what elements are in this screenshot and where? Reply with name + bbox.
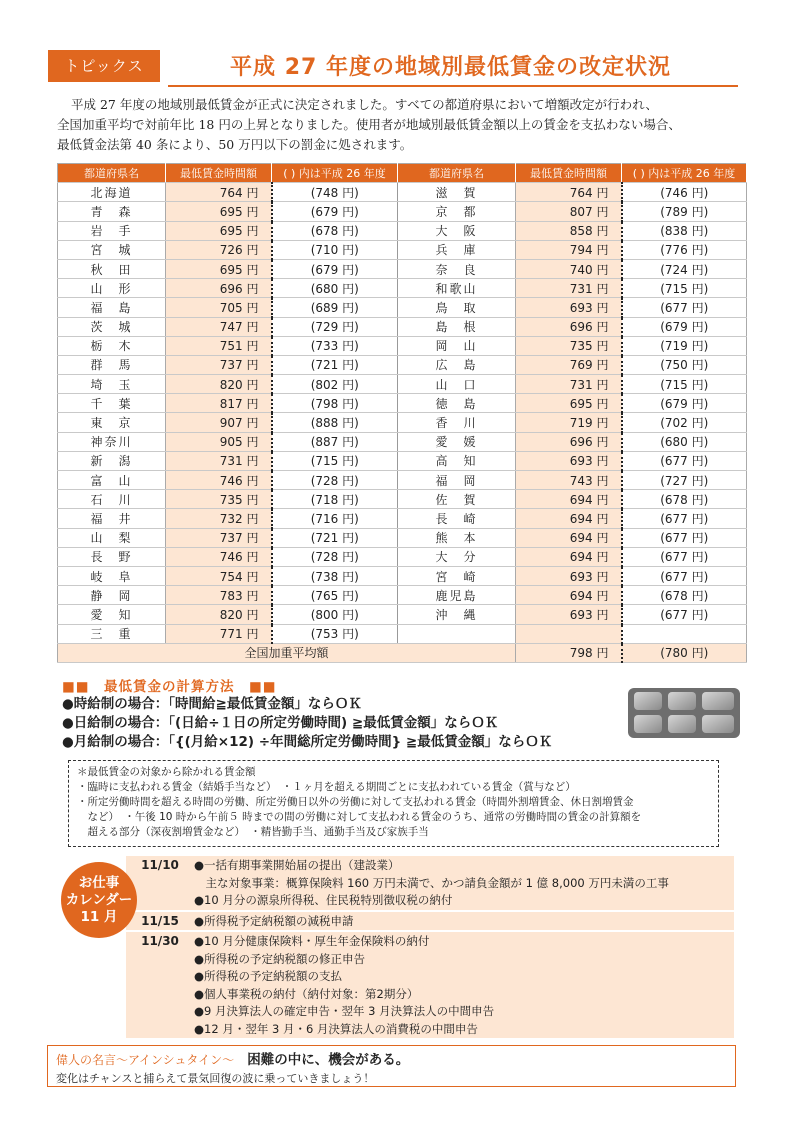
prefecture-cell: 秋 田 [58, 259, 166, 278]
prefecture-cell: 京 都 [398, 202, 516, 221]
prev-wage-cell: (800 円) [272, 605, 398, 624]
table-row [58, 547, 747, 566]
table-row [58, 259, 747, 278]
prev-wage-cell: (728 円) [272, 547, 398, 566]
wage-cell: 732 円 [166, 509, 272, 528]
wage-cell: 693 円 [516, 566, 622, 585]
title-underline [168, 85, 738, 87]
prefecture-cell: 福 島 [58, 298, 166, 317]
prev-wage-cell: (721 円) [272, 355, 398, 374]
wage-cell: 905 円 [166, 432, 272, 451]
quote-box [47, 1045, 736, 1087]
prev-wage-cell: (679 円) [272, 259, 398, 278]
prev-wage-cell: (802 円) [272, 375, 398, 394]
note-line: ＊最低賃金の対象から除かれる賃金額 [77, 766, 256, 778]
prefecture-cell: 富 山 [58, 471, 166, 490]
table-row [58, 413, 747, 432]
wage-cell: 858 円 [516, 221, 622, 240]
note-line: など） ・午後 10 時から午前５ 時までの間の労働に対して支払われる賃金のうち、通常の労働時間の賃金の計算額を [77, 811, 642, 823]
wage-cell: 907 円 [166, 413, 272, 432]
table-row [58, 624, 747, 643]
prev-wage-cell: (677 円) [622, 605, 747, 624]
wage-cell: 751 円 [166, 336, 272, 355]
table-row [58, 317, 747, 336]
calendar-badge-line: お仕事 [78, 874, 120, 891]
prefecture-cell: 宮 城 [58, 240, 166, 259]
wage-cell: 694 円 [516, 509, 622, 528]
prev-wage-cell: (719 円) [622, 336, 747, 355]
wage-cell: 726 円 [166, 240, 272, 259]
calendar-badge-line: カレンダー [65, 891, 133, 908]
prev-wage-cell: (776 円) [622, 240, 747, 259]
prefecture-cell: 埼 玉 [58, 375, 166, 394]
calendar-items [194, 912, 734, 931]
wage-cell: 696 円 [516, 432, 622, 451]
prev-wage-cell: (677 円) [622, 509, 747, 528]
prefecture-cell: 東 京 [58, 413, 166, 432]
col-header: 最低賃金時間額 [516, 164, 622, 183]
prefecture-cell: 山 梨 [58, 528, 166, 547]
wage-cell [516, 624, 622, 643]
table-row [58, 566, 747, 585]
quote-subtext: 変化はチャンスと捕らえて景気回復の波に乗っていきましょう！ [56, 1072, 375, 1085]
page-title: 平成 27 年度の地域別最低賃金の改定状況 [230, 55, 671, 80]
table-row [58, 605, 747, 624]
prefecture-cell: 神奈川 [58, 432, 166, 451]
prefecture-cell: 新 潟 [58, 451, 166, 470]
calendar-badge [61, 862, 137, 938]
prefecture-cell: 高 知 [398, 451, 516, 470]
calc-method-list [62, 695, 552, 752]
prefecture-cell: 山 形 [58, 279, 166, 298]
calendar-date: 11/30 [141, 934, 179, 948]
prefecture-cell: 奈 良 [398, 259, 516, 278]
wage-cell: 771 円 [166, 624, 272, 643]
prefecture-cell: 佐 賀 [398, 490, 516, 509]
wage-cell: 820 円 [166, 605, 272, 624]
calculator-keypad-image [628, 688, 740, 738]
wage-cell: 695 円 [166, 202, 272, 221]
table-row [58, 279, 747, 298]
table-row [58, 221, 747, 240]
calendar-item: ●所得税予定納税額の減税申請 [194, 913, 354, 928]
prefecture-cell: 茨 城 [58, 317, 166, 336]
wage-cell: 743 円 [516, 471, 622, 490]
work-calendar [126, 856, 734, 1040]
col-header: ( ) 内は平成 26 年度 [272, 164, 398, 183]
average-wage: 798 円 [516, 643, 622, 662]
wage-cell: 731 円 [166, 451, 272, 470]
prefecture-cell: 岩 手 [58, 221, 166, 240]
prefecture-cell: 岐 阜 [58, 566, 166, 585]
average-label: 全国加重平均額 [58, 643, 516, 662]
prev-wage-cell: (677 円) [622, 547, 747, 566]
prev-wage-cell: (750 円) [622, 355, 747, 374]
prev-wage-cell: (689 円) [272, 298, 398, 317]
note-line: ・臨時に支払われる賃金（結婚手当など） ・１ヶ月を超える期間ごとに支払われている賃金（賞与など） [77, 781, 576, 793]
prefecture-cell: 静 岡 [58, 586, 166, 605]
wage-cell: 694 円 [516, 528, 622, 547]
table-row [58, 355, 747, 374]
calendar-item: ●個人事業税の納付（納付対象：第2期分） [194, 986, 419, 1001]
table-row [58, 298, 747, 317]
prev-wage-cell: (702 円) [622, 413, 747, 432]
wage-cell: 794 円 [516, 240, 622, 259]
prev-wage-cell: (715 円) [622, 375, 747, 394]
wage-cell: 694 円 [516, 547, 622, 566]
table-row [58, 183, 747, 202]
prefecture-cell: 鳥 取 [398, 298, 516, 317]
prev-wage-cell: (746 円) [622, 183, 747, 202]
col-header: 最低賃金時間額 [166, 164, 272, 183]
prev-wage-cell: (798 円) [272, 394, 398, 413]
prev-wage-cell: (679 円) [622, 317, 747, 336]
table-row [58, 528, 747, 547]
wage-cell: 695 円 [166, 221, 272, 240]
prefecture-cell: 愛 知 [58, 605, 166, 624]
prev-wage-cell: (677 円) [622, 528, 747, 547]
prev-wage-cell: (680 円) [622, 432, 747, 451]
prefecture-cell: 和歌山 [398, 279, 516, 298]
calc-heading: ■■ 最低賃金の計算方法 ■■ [62, 679, 277, 695]
calc-line: ●日給制の場合：「(日給÷１日の所定労働時間) ≧最低賃金額」ならＯＫ [62, 715, 499, 731]
intro-text [57, 95, 757, 155]
prev-wage-cell: (710 円) [272, 240, 398, 259]
prev-wage-cell: (677 円) [622, 451, 747, 470]
prev-wage-cell: (887 円) [272, 432, 398, 451]
prefecture-cell: 香 川 [398, 413, 516, 432]
note-line: ・所定労働時間を超える時間の労働、所定労働日以外の労働に対して支払われる賃金（時間外割増賃金、休日割増賃金 [77, 796, 634, 808]
minimum-wage-table [57, 163, 747, 663]
prefecture-cell: 熊 本 [398, 528, 516, 547]
prev-wage-cell: (716 円) [272, 509, 398, 528]
table-row [58, 586, 747, 605]
prev-wage-cell: (678 円) [622, 490, 747, 509]
calendar-items [194, 856, 734, 910]
prefecture-cell: 滋 賀 [398, 183, 516, 202]
quote-text: 困難の中に、機会がある。 [247, 1052, 410, 1068]
wage-cell: 764 円 [166, 183, 272, 202]
prev-wage-cell: (728 円) [272, 471, 398, 490]
average-row [58, 643, 747, 662]
prev-wage-cell: (753 円) [272, 624, 398, 643]
wage-cell: 747 円 [166, 317, 272, 336]
prefecture-cell: 北海道 [58, 183, 166, 202]
wage-cell: 694 円 [516, 586, 622, 605]
table-row [58, 432, 747, 451]
calendar-item: 主な対象事業：概算保険料 160 万円未満で、かつ請負金額が 1 億 8,000 万円未満の工事 [194, 875, 669, 890]
table-row [58, 509, 747, 528]
wage-cell: 764 円 [516, 183, 622, 202]
wage-cell: 746 円 [166, 547, 272, 566]
calendar-entry [126, 912, 734, 933]
wage-cell: 693 円 [516, 298, 622, 317]
calendar-item: ●所得税の予定納税額の修正申告 [194, 951, 366, 966]
calendar-entry [126, 856, 734, 912]
prefecture-cell: 沖 縄 [398, 605, 516, 624]
wage-cell: 693 円 [516, 451, 622, 470]
wage-cell: 693 円 [516, 605, 622, 624]
calendar-item: ●10 月分健康保険料・厚生年金保険料の納付 [194, 934, 430, 948]
prev-wage-cell [622, 624, 747, 643]
wage-cell: 696 円 [166, 279, 272, 298]
prefecture-cell: 広 島 [398, 355, 516, 374]
calendar-item: ●9 月決算法人の確定申告・翌年 3 月決算法人の中間申告 [194, 1004, 495, 1018]
intro-line: 最低賃金法第 40 条により、50 万円以下の罰金に処されます。 [57, 137, 413, 152]
prev-wage-cell: (718 円) [272, 490, 398, 509]
prev-wage-cell: (789 円) [622, 202, 747, 221]
prev-wage-cell: (715 円) [622, 279, 747, 298]
table-row [58, 451, 747, 470]
prev-wage-cell: (738 円) [272, 566, 398, 585]
prefecture-cell: 三 重 [58, 624, 166, 643]
intro-line: 平成 27 年度の地域別最低賃金が正式に決定されました。すべての都道府県において増額改定が行われ、 [71, 97, 658, 112]
prev-wage-cell: (678 円) [622, 586, 747, 605]
calc-line: ●時給制の場合：「時間給≧最低賃金額」ならＯＫ [62, 696, 362, 712]
prefecture-cell: 徳 島 [398, 394, 516, 413]
table-row [58, 471, 747, 490]
wage-cell: 694 円 [516, 490, 622, 509]
prev-wage-cell: (888 円) [272, 413, 398, 432]
calendar-item: ●10 月分の源泉所得税、住民税特別徴収税の納付 [194, 893, 453, 907]
prefecture-cell: 岡 山 [398, 336, 516, 355]
prev-wage-cell: (677 円) [622, 566, 747, 585]
calendar-item: ●12 月・翌年 3 月・6 月決算法人の消費税の中間申告 [194, 1021, 478, 1036]
wage-cell: 737 円 [166, 355, 272, 374]
wage-cell: 719 円 [516, 413, 622, 432]
prefecture-cell: 愛 媛 [398, 432, 516, 451]
calendar-badge-line: 11 月 [80, 908, 118, 925]
wage-cell: 731 円 [516, 375, 622, 394]
topic-badge: トピックス [48, 50, 160, 82]
wage-cell: 820 円 [166, 375, 272, 394]
col-header: 都道府県名 [58, 164, 166, 183]
col-header: 都道府県名 [398, 164, 516, 183]
prev-wage-cell: (678 円) [272, 221, 398, 240]
wage-cell: 731 円 [516, 279, 622, 298]
calendar-item: ●一括有期事業開始届の提出（建設業） [194, 858, 400, 872]
wage-cell: 783 円 [166, 586, 272, 605]
excluded-wages-note [68, 760, 719, 847]
table-row [58, 490, 747, 509]
calc-line: ●月給制の場合：「{(月給×12) ÷年間総所定労働時間} ≧最低賃金額」ならＯＫ [62, 734, 553, 750]
table-row [58, 240, 747, 259]
prev-wage-cell: (748 円) [272, 183, 398, 202]
prefecture-cell: 千 葉 [58, 394, 166, 413]
prev-wage-cell: (680 円) [272, 279, 398, 298]
wage-cell: 695 円 [516, 394, 622, 413]
wage-cell: 807 円 [516, 202, 622, 221]
prefecture-cell [398, 624, 516, 643]
wage-cell: 746 円 [166, 471, 272, 490]
prev-wage-cell: (727 円) [622, 471, 747, 490]
prev-wage-cell: (721 円) [272, 528, 398, 547]
quote-label: 偉人の名言～アインシュタイン～ [56, 1053, 235, 1067]
note-line: 超える部分（深夜割増賃金など） ・精皆勤手当、通勤手当及び家族手当 [77, 826, 429, 838]
prev-wage-cell: (677 円) [622, 298, 747, 317]
prev-wage-cell: (679 円) [622, 394, 747, 413]
prev-wage-cell: (679 円) [272, 202, 398, 221]
prefecture-cell: 兵 庫 [398, 240, 516, 259]
table-body [58, 183, 747, 663]
calendar-entry [126, 932, 734, 1040]
prefecture-cell: 山 口 [398, 375, 516, 394]
wage-cell: 735 円 [166, 490, 272, 509]
table-header-row [58, 164, 747, 183]
prefecture-cell: 大 分 [398, 547, 516, 566]
wage-cell: 735 円 [516, 336, 622, 355]
prev-wage-cell: (724 円) [622, 259, 747, 278]
wage-cell: 705 円 [166, 298, 272, 317]
prev-wage-cell: (765 円) [272, 586, 398, 605]
prefecture-cell: 長 野 [58, 547, 166, 566]
table-row [58, 394, 747, 413]
wage-cell: 696 円 [516, 317, 622, 336]
prev-wage-cell: (838 円) [622, 221, 747, 240]
calendar-date: 11/15 [141, 913, 179, 928]
prefecture-cell: 栃 木 [58, 336, 166, 355]
wage-cell: 754 円 [166, 566, 272, 585]
table-row [58, 375, 747, 394]
prefecture-cell: 青 森 [58, 202, 166, 221]
prev-wage-cell: (715 円) [272, 451, 398, 470]
prefecture-cell: 福 岡 [398, 471, 516, 490]
prefecture-cell: 長 崎 [398, 509, 516, 528]
prefecture-cell: 石 川 [58, 490, 166, 509]
prev-wage-cell: (733 円) [272, 336, 398, 355]
col-header: ( ) 内は平成 26 年度 [622, 164, 747, 183]
table-row [58, 336, 747, 355]
prev-wage-cell: (729 円) [272, 317, 398, 336]
intro-line: 全国加重平均で対前年比 18 円の上昇となりました。使用者が地域別最低賃金額以上の賃金を支払わない場合、 [57, 117, 681, 132]
calendar-items [194, 932, 734, 1038]
calendar-item: ●所得税の予定納税額の支払 [194, 969, 343, 983]
prefecture-cell: 福 井 [58, 509, 166, 528]
average-prev-wage: (780 円) [622, 643, 747, 662]
prefecture-cell: 群 馬 [58, 355, 166, 374]
table-row [58, 202, 747, 221]
calendar-date: 11/10 [141, 858, 179, 872]
wage-cell: 740 円 [516, 259, 622, 278]
wage-cell: 695 円 [166, 259, 272, 278]
prefecture-cell: 宮 崎 [398, 566, 516, 585]
wage-cell: 737 円 [166, 528, 272, 547]
wage-cell: 769 円 [516, 355, 622, 374]
prefecture-cell: 大 阪 [398, 221, 516, 240]
prefecture-cell: 鹿児島 [398, 586, 516, 605]
prefecture-cell: 島 根 [398, 317, 516, 336]
wage-cell: 817 円 [166, 394, 272, 413]
